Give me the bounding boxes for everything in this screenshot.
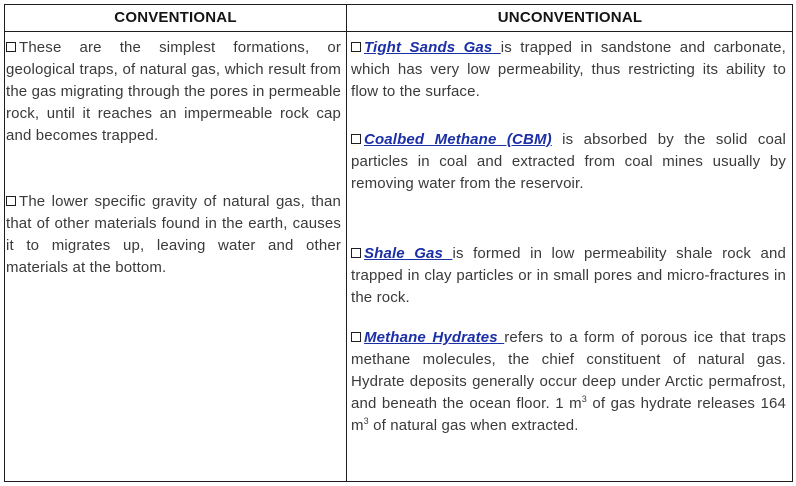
conventional-bullet-1-text: These are the simplest formations, or geological traps, of natural gas, which result from the gas migrating through the pores in permeable rock, until it reaches an impermeable rock cap and becomes trapped. (6, 39, 341, 144)
conventional-bullet-1 (6, 37, 341, 147)
superscript-cubic-1: 3 (581, 394, 587, 404)
header-unconventional: UNCONVENTIONAL (497, 9, 643, 26)
unconventional-bullet-shale-gas (351, 243, 786, 309)
methane-hydrates-description-part-3: of natural gas when extracted. (368, 417, 579, 434)
header-conventional: CONVENTIONAL (114, 9, 237, 26)
shale-gas-description: is formed in low permeability shale rock and trapped in clay particles or in small pores and micro-fractures in the rock. (351, 245, 786, 306)
superscript-cubic-2: 3 (363, 416, 369, 426)
coalbed-methane-description: is absorbed by the solid coal particles in coal and extracted from coal mines usually by removing water from the reservoir. (351, 131, 786, 192)
methane-hydrates-description-part-2: of gas hydrate releases 164 m (351, 395, 786, 434)
tight-sands-description: is trapped in sandstone and carbonate, which has very low permeability, thus restricting its ability to flow to the surface. (351, 39, 786, 100)
checkbox-square-icon (351, 134, 361, 144)
unconventional-bullet-coalbed-methane (351, 129, 786, 195)
term-coalbed-methane: Coalbed Methane (CBM) (364, 131, 552, 148)
checkbox-square-icon (351, 42, 361, 52)
column-divider (346, 5, 347, 481)
unconventional-bullet-tight-sands (351, 37, 786, 103)
unconventional-bullet-methane-hydrates (351, 327, 786, 437)
term-shale-gas: Shale Gas (364, 245, 453, 262)
comparison-table (4, 4, 793, 482)
header-divider (5, 31, 792, 32)
checkbox-square-icon (351, 248, 361, 258)
term-tight-sands-gas: Tight Sands Gas (364, 39, 501, 56)
conventional-bullet-2-text: The lower specific gravity of natural gas, than that of other materials found in the earth, causes it to migrates up, leaving water and other materials at the bottom. (6, 193, 341, 276)
checkbox-square-icon (6, 42, 16, 52)
term-methane-hydrates: Methane Hydrates (364, 329, 505, 346)
checkbox-square-icon (351, 332, 361, 342)
checkbox-square-icon (6, 196, 16, 206)
conventional-bullet-2 (6, 191, 341, 279)
methane-hydrates-description-part-1: refers to a form of porous ice that traps methane molecules, the chief constituent of natural gas. Hydrate deposits generally occur deep under Arctic permafrost, and beneath the ocean floor. 1 m (351, 329, 786, 412)
